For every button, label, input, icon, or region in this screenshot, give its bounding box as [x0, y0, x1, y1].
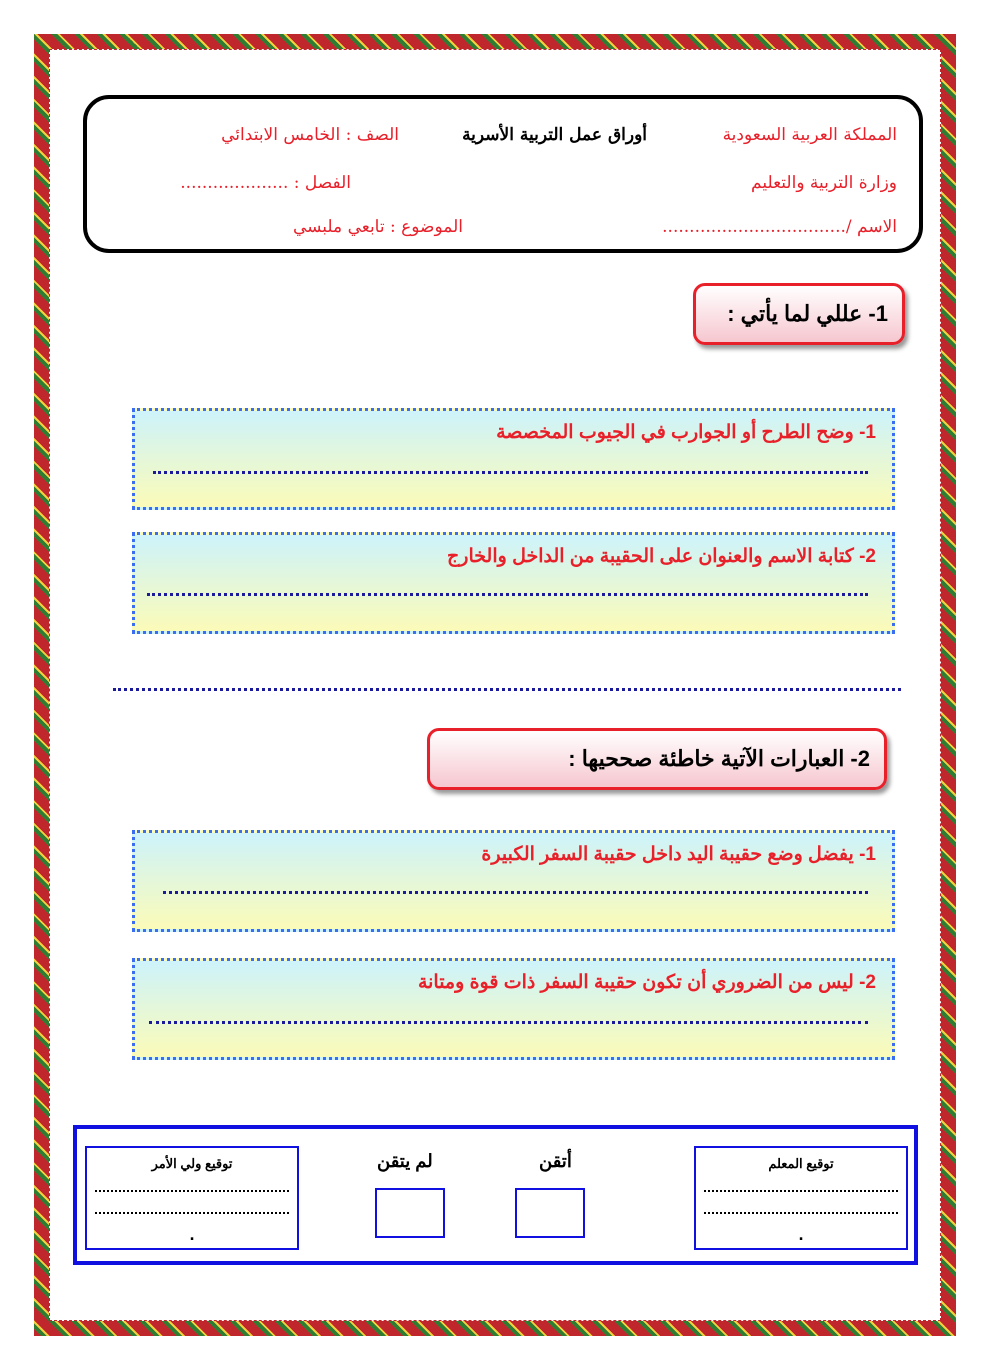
teacher-signature-box[interactable]	[694, 1146, 908, 1250]
signature-line	[704, 1190, 898, 1192]
question-text: 1- يفضل وضع حقيبة اليد داخل حقيبة السفر الكبيرة	[481, 844, 876, 865]
section2-title	[427, 728, 887, 790]
signature-line	[704, 1212, 898, 1214]
worksheets-label: أوراق عمل التربية الأسرية	[462, 125, 647, 145]
class-field[interactable]: الفصل : ....................	[180, 173, 351, 193]
signature-dot: .	[798, 1228, 804, 1244]
section1-title	[693, 283, 905, 345]
question-text: 1- وضح الطرح أو الجوارب في الجيوب المخصصة	[496, 422, 876, 443]
answer-line[interactable]	[147, 593, 868, 596]
not-mastered-label: لم يتقن	[377, 1151, 433, 1171]
not-mastered-checkbox[interactable]	[375, 1188, 445, 1238]
mastered-checkbox[interactable]	[515, 1188, 585, 1238]
section2-title-text: 2- العبارات الآتية خاطئة صححيها :	[568, 746, 870, 771]
signature-line	[95, 1190, 289, 1192]
section2-question-1	[132, 830, 895, 932]
header-box	[83, 95, 923, 253]
name-field[interactable]: الاسم /..................................	[662, 217, 897, 237]
parent-signature-label: توقيع ولي الأمر	[151, 1156, 233, 1171]
question-text: 2- كتابة الاسم والعنوان على الحقيبة من الداخل والخارج	[447, 546, 876, 567]
section1-question-1	[132, 408, 895, 510]
signature-dot: .	[189, 1228, 195, 1244]
answer-line[interactable]	[153, 471, 868, 474]
evaluation-footer	[73, 1125, 918, 1265]
section-divider	[113, 688, 901, 691]
teacher-signature-label: توقيع المعلم	[768, 1156, 834, 1171]
mastered-label: أتقن	[539, 1151, 572, 1171]
section1-question-2	[132, 532, 895, 634]
answer-line[interactable]	[149, 1021, 868, 1024]
answer-line[interactable]	[163, 891, 868, 894]
parent-signature-box[interactable]	[85, 1146, 299, 1250]
section2-question-2	[132, 958, 895, 1060]
signature-line	[95, 1212, 289, 1214]
kingdom-label: المملكة العربية السعودية	[722, 125, 897, 145]
question-text: 2- ليس من الضروري أن تكون حقيبة السفر ذات قوة ومتانة	[417, 972, 876, 993]
section1-title-text: 1- عللي لما يأتي :	[727, 301, 888, 326]
ministry-label: وزارة التربية والتعليم	[751, 173, 897, 193]
topic-label: الموضوع : تابعي ملبسي	[292, 217, 463, 237]
grade-label: الصف : الخامس الابتدائي	[221, 125, 399, 145]
